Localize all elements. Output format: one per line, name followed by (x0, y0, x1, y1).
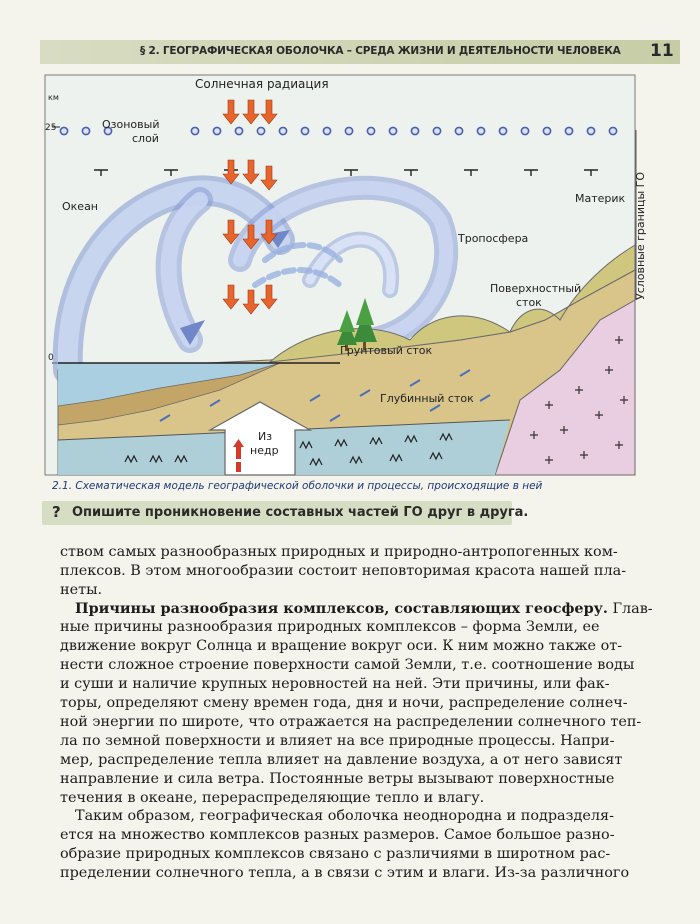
text-line: ные причины разнообразия природных комплексов – форма Земли, ее (60, 619, 600, 635)
text-line: неты. (60, 582, 103, 598)
text-line: пределении солнечного тепла, а в связи с этим и влаги. Из-за различного (60, 865, 630, 881)
text-line: мер, распределение тепла влияет на давление воздуха, а от него зависят (60, 752, 623, 768)
axis-tick-0: 0 (48, 353, 54, 363)
label-deep-runoff: Глубинный сток (380, 392, 474, 405)
label-troposphere: Тропосфера (458, 232, 529, 245)
text-line: Таким образом, географическая оболочка неоднородна и подразделя- (75, 808, 614, 824)
question-text: Опишите проникновение составных частей ГО друг в друга. (72, 505, 529, 520)
label-ozone-2: слой (132, 132, 159, 145)
axis-unit: км (48, 93, 59, 102)
paragraph-heading-line (75, 599, 653, 619)
label-from-depths-1: Из (258, 430, 273, 443)
text-line: направление и сила ветра. Постоянные ветры вызывают поверхностные (60, 771, 615, 787)
text-line: и суши и наличие крупных неровностей на ней. Эти причины, или фак- (60, 676, 610, 692)
figure-caption: 2.1. Схематическая модель географической оболочки и процессы, происходящие в ней (52, 480, 543, 492)
text-line: образие природных комплексов связано с различиями в широтном рас- (60, 846, 611, 862)
geographic-envelope-diagram (40, 70, 647, 476)
label-ground-runoff: Грунтовый сток (340, 344, 433, 357)
label-ozone-1: Озоновый (102, 118, 160, 131)
header-title: § 2. ГЕОГРАФИЧЕСКАЯ ОБОЛОЧКА – СРЕДА ЖИЗНИ И ДЕЯТЕЛЬНОСТИ ЧЕЛОВЕКА (140, 45, 621, 57)
paragraph-heading: Причины разнообразия комплексов, составляющих геосферу. (75, 600, 608, 617)
text-line: движение вокруг Солнца и вращение вокруг оси. К ним можно также от- (60, 638, 623, 654)
label-from-depths-2: недр (250, 444, 279, 457)
diagram-svg (40, 70, 647, 476)
text-line: течения в океане, перераспределяющие тепло и влагу. (60, 790, 485, 806)
label-solar-radiation: Солнечная радиация (195, 77, 329, 91)
text-line: нести сложное строение поверхности самой Земли, т.е. соотношение воды (60, 657, 635, 673)
label-surface-runoff-1: Поверхностный (490, 282, 582, 295)
text-line: ной энергии по широте, что отражается на распределении солнечного теп- (60, 714, 642, 730)
label-surface-runoff-2: сток (516, 296, 542, 309)
label-boundary: Условные границы ГО (634, 171, 647, 300)
page-number: 11 (650, 41, 674, 61)
label-mainland: Материк (575, 192, 626, 205)
label-ocean: Океан (62, 200, 99, 213)
axis-tick-25: 25 (45, 123, 57, 133)
text-line: плексов. В этом многообразии состоит неповторимая красота нашей пла- (60, 563, 627, 579)
text-line: ством самых разнообразных природных и природно-антропогенных ком- (60, 544, 618, 560)
text-line: торы, определяют смену времен года, дня и ночи, распределение солнеч- (60, 695, 628, 711)
text-line: ла по земной поверхности и влияет на все природные процессы. Напри- (60, 733, 615, 749)
question-icon: ? (52, 503, 61, 521)
text-fragment: Глав- (607, 601, 653, 617)
text-line: ется на множество комплексов разных размеров. Самое большое разно- (60, 827, 615, 843)
